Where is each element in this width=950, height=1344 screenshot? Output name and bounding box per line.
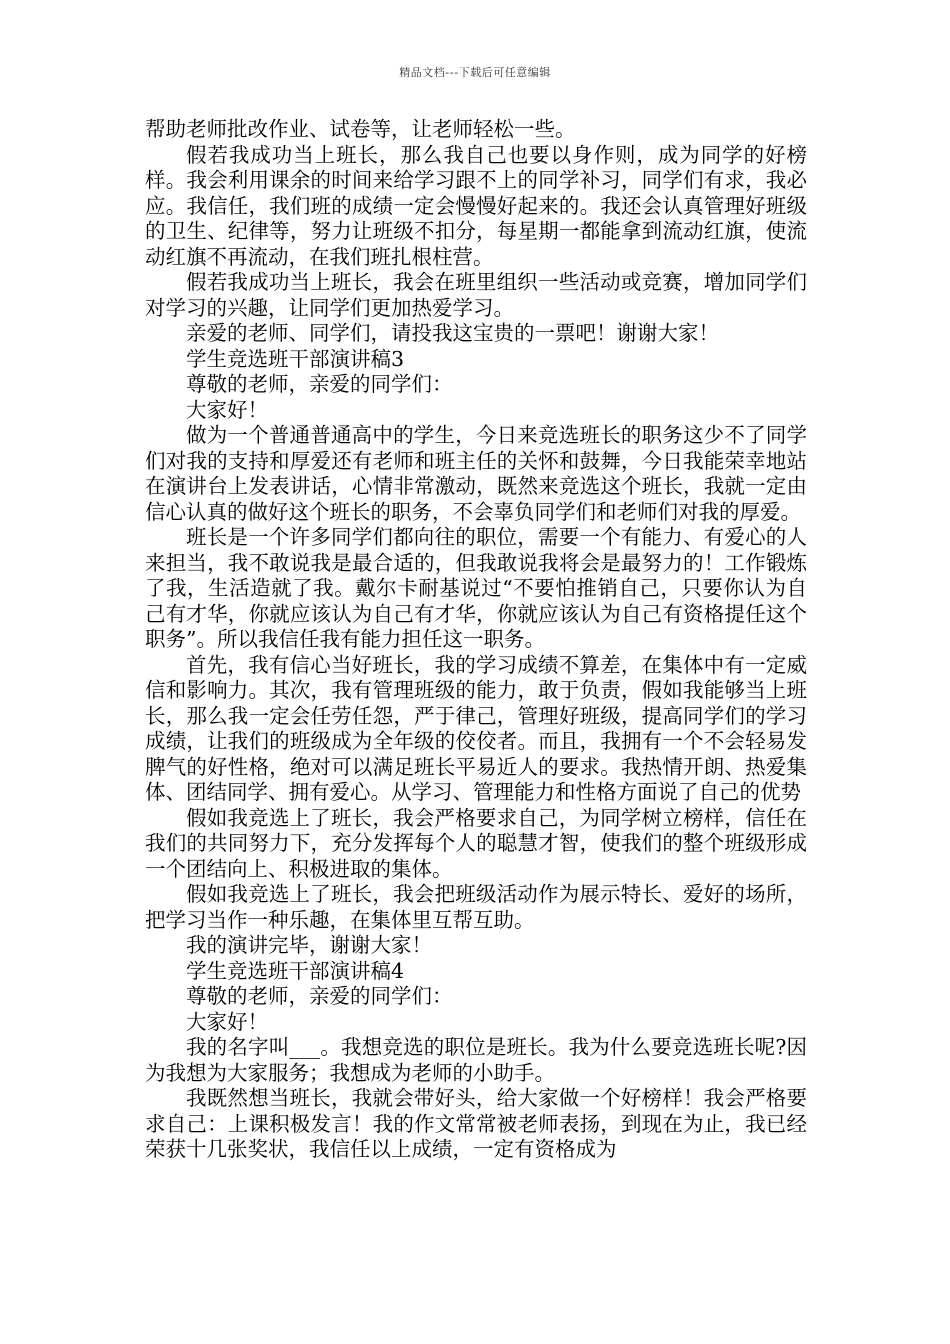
paragraph: 假如我竞选上了班长，我会把班级活动作为展示特长、爱好的场所，把学习当作一种乐趣，在集体里互帮互助。	[145, 882, 807, 932]
paragraph: 假若我成功当上班长，那么我自己也要以身作则，成为同学的好榜样。我会利用课余的时间来给学习跟不上的同学补习，同学们有求，我必应。我信任，我们班的成绩一定会慢慢好起来的。我还会认真管理好班级的卫生、纪律等，努力让班级不扣分，每星期一都能拿到流动红旗，使流动红旗不再流动，在我们班扎根柱营。	[145, 142, 807, 269]
paragraph: 亲爱的老师、同学们，请投我这宝贵的一票吧！谢谢大家！	[186, 321, 719, 345]
paragraph: 假若我成功当上班长，我会在班里组织一些活动或竞赛，增加同学们对学习的兴趣，让同学们更加热爱学习。	[145, 270, 807, 320]
page-header: 精品文档---下载后可任意编辑	[399, 66, 551, 79]
paragraph: 做为一个普通普通高中的学生，今日来竞选班长的职务这少不了同学们对我的支持和厚爱还有老师和班主任的关怀和鼓舞，今日我能荣幸地站在演讲台上发表讲话，心情非常激动，既然来竞选这个班长，我就一定由信心认真的做好这个班长的职务，不会辜负同学们和老师们对我的厚爱。	[145, 423, 807, 524]
paragraph: 班长是一个许多同学们都向往的职位，需要一个有能力、有爱心的人来担当，我不敢说我是最合适的，但我敢说我将会是最努力的！工作锻炼了我，生活造就了我。戴尔卡耐基说过“不要怕推销自己，只要你认为自己有才华，你就应该认为自己有才华，你就应该认为自己有资格提任这个职务”。所以我信任我有能力担任这一职务。	[145, 525, 807, 651]
closing: 我的演讲完毕，谢谢大家！	[186, 933, 432, 957]
paragraph: 我的名字叫___。我想竞选的职位是班长。我为什么要竞选班长呢?因为我想为大家服务；我想成为老师的小助手。	[145, 1035, 807, 1085]
paragraph: 假如我竞选上了班长，我会严格要求自己，为同学树立榜样，信任在我们的共同努力下，充分发挥每个人的聪慧才智，使我们的整个班级形成一个团结向上、积极进取的集体。	[145, 805, 807, 881]
paragraph: 帮助老师批改作业、试卷等，让老师轻松一些。	[145, 117, 576, 141]
greeting: 大家好！	[186, 397, 268, 422]
section-title: 学生竞选班干部演讲稿3	[186, 346, 405, 371]
paragraph: 我既然想当班长，我就会带好头，给大家做一个好榜样！我会严格要求自己：上课积极发言！我的作文常常被老师表扬，到现在为止，我已经荣获十几张奖状，我信任以上成绩，一定有资格成为	[145, 1086, 807, 1161]
salutation: 尊敬的老师，亲爱的同学们：	[186, 372, 453, 396]
salutation: 尊敬的老师，亲爱的同学们：	[186, 984, 453, 1008]
greeting: 大家好！	[186, 1009, 268, 1034]
section-title: 学生竞选班干部演讲稿4	[186, 958, 405, 983]
document-body	[145, 117, 807, 1163]
paragraph: 首先，我有信心当好班长，我的学习成绩不算差，在集体中有一定威信和影响力。其次，我有管理班级的能力，敢于负责，假如我能够当上班长，那么我一定会任劳任怨，严于律己，管理好班级，提高同学们的学习成绩，让我们的班级成为全年级的佼佼者。而且，我拥有一个不会轻易发脾气的好性格，绝对可以满足班长平易近人的要求。我热情开朗、热爱集体、团结同学、拥有爱心。从学习、管理能力和性格方面说了自己的优势	[145, 652, 807, 804]
